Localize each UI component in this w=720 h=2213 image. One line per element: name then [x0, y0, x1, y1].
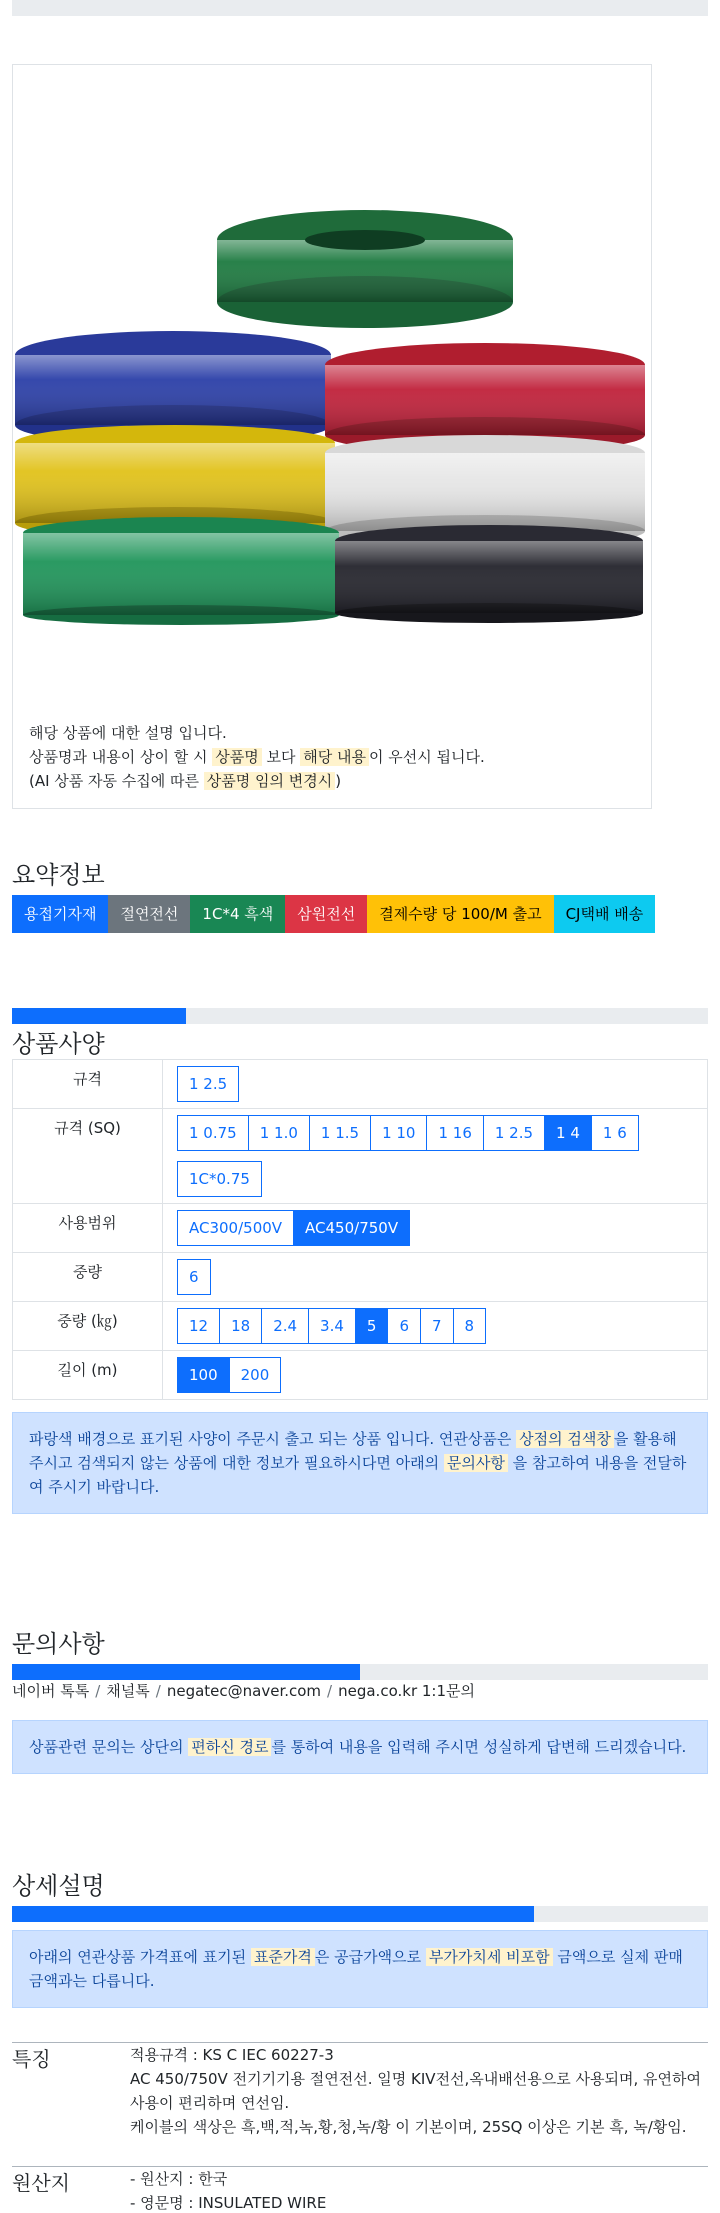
spec-row-label: 길이 (m)	[13, 1351, 163, 1400]
origin-list	[130, 2167, 708, 2213]
spec-option-button[interactable]: 1 0.75	[177, 1115, 249, 1151]
spec-option-button[interactable]: 1C*0.75	[177, 1161, 262, 1197]
detail-progress-fill	[12, 1906, 534, 1922]
desc-text: 상품명과 내용이 상이 할 시	[29, 748, 213, 766]
spec-row-options	[163, 1253, 708, 1302]
inquiry-progress-fill	[12, 1664, 360, 1680]
features-row	[12, 2042, 708, 2166]
spec-row-label: 규격	[13, 1060, 163, 1109]
highlight-inquiry: 문의사항	[444, 1454, 508, 1472]
spec-option-button[interactable]: 2.4	[261, 1308, 309, 1344]
spec-option-button[interactable]: 12	[177, 1308, 220, 1344]
spec-progress-fill	[12, 1008, 186, 1024]
summary-badge: 절연전선	[108, 895, 190, 933]
spec-row-label: 중량 (㎏)	[13, 1302, 163, 1351]
spec-option-button[interactable]: 1 1.0	[248, 1115, 310, 1151]
coil-black	[335, 525, 643, 623]
notice-text: 은 공급가액으로	[314, 1948, 426, 1966]
origin-item: - 영문명 : INSULATED WIRE	[130, 2194, 327, 2212]
contact-link[interactable]: 채널톡	[106, 1682, 150, 1700]
spec-row-label: 규격 (SQ)	[13, 1109, 163, 1204]
desc-text: 이 우선시 됩니다.	[368, 748, 485, 766]
contact-separator: /	[95, 1682, 101, 1700]
spec-row	[13, 1060, 708, 1109]
spec-option-button[interactable]: 1 16	[426, 1115, 483, 1151]
spec-option-button[interactable]: 1 4	[544, 1115, 592, 1151]
inquiry-title: 문의사항	[12, 1630, 105, 1658]
detail-progress-bar	[12, 1906, 708, 1922]
contact-link[interactable]: nega.co.kr 1:1문의	[338, 1682, 475, 1700]
contact-separator: /	[327, 1682, 333, 1700]
spec-option-button[interactable]: 5	[355, 1308, 389, 1344]
highlight-standard-price: 표준가격	[251, 1948, 315, 1966]
spec-row	[13, 1302, 708, 1351]
contact-link[interactable]: negatec@naver.com	[166, 1682, 322, 1700]
spec-option-button[interactable]: 1 10	[370, 1115, 427, 1151]
features-list	[130, 2043, 708, 2139]
summary-badge: 1C*4 흑색	[190, 895, 285, 933]
spec-row-options	[163, 1109, 708, 1204]
spec-option-button[interactable]: AC300/500V	[177, 1210, 294, 1246]
spec-option-button[interactable]: 18	[219, 1308, 262, 1344]
highlight-product-name: 상품명	[212, 748, 261, 766]
feature-item: 적용규격 : KS C IEC 60227-3	[130, 2046, 334, 2064]
summary-title: 요약정보	[12, 861, 105, 889]
spec-option-button[interactable]: 1 2.5	[177, 1066, 239, 1102]
origin-label: 원산지	[12, 2171, 70, 2195]
spec-row-label: 사용범위	[13, 1204, 163, 1253]
spec-row-options	[163, 1060, 708, 1109]
notice-text: 을 참고하여 내용을 전달하여 주시기 바랍니다.	[29, 1454, 687, 1496]
spec-option-button[interactable]: 200	[229, 1357, 282, 1393]
top-progress-bar	[12, 0, 708, 16]
spec-option-button[interactable]: 7	[420, 1308, 454, 1344]
spec-row-label: 중량	[13, 1253, 163, 1302]
spec-option-button[interactable]: 6	[387, 1308, 421, 1344]
spec-option-button[interactable]: 1 6	[591, 1115, 639, 1151]
spec-progress-bar	[12, 1008, 708, 1024]
desc-line-2	[29, 745, 485, 769]
spec-option-button[interactable]: 6	[177, 1259, 211, 1295]
spec-row-options	[163, 1204, 708, 1253]
features-label: 특징	[12, 2047, 51, 2071]
summary-badge: 삼원전선	[285, 895, 367, 933]
product-description	[29, 721, 485, 793]
detail-notice	[12, 1930, 708, 2008]
spec-table	[12, 1059, 708, 1400]
spec-row	[13, 1204, 708, 1253]
coil-green-top	[217, 210, 513, 328]
spec-option-button[interactable]: 100	[177, 1357, 230, 1393]
desc-text: 보다	[261, 748, 301, 766]
desc-line-1: 해당 상품에 대한 설명 입니다.	[29, 724, 227, 742]
feature-item: AC 450/750V 전기기기용 절연전선. 일명 KIV전선,옥내배선용으로 사용되며, 유연하여 사용이 편리하며 연선임.	[130, 2070, 701, 2112]
product-image-card	[12, 64, 652, 809]
detail-title: 상세설명	[12, 1872, 105, 1900]
notice-text: 파랑색 배경으로 표기된 사양이 주문시 출고 되는 상품 입니다. 연관상품은	[29, 1430, 517, 1448]
spec-notice	[12, 1412, 708, 1514]
spec-title: 상품사양	[12, 1030, 105, 1058]
spec-option-button[interactable]: 3.4	[308, 1308, 356, 1344]
product-photo-wire-coils[interactable]	[13, 65, 653, 625]
notice-text: 를 통하여 내용을 입력해 주시면 성실하게 답변해 드리겠습니다.	[271, 1738, 687, 1756]
highlight-vat: 부가가치세 비포함	[426, 1948, 553, 1966]
coil-green-bottom	[23, 517, 339, 625]
highlight-content: 해당 내용	[300, 748, 369, 766]
highlight-route: 편하신 경로	[188, 1738, 271, 1756]
summary-badge: CJ택배 배송	[554, 895, 656, 933]
feature-item: 케이블의 색상은 흑,백,적,녹,황,청,녹/황 이 기본이며, 25SQ 이상은 기본 흑, 녹/황임.	[130, 2118, 687, 2136]
spec-row	[13, 1109, 708, 1204]
contact-separator: /	[155, 1682, 161, 1700]
summary-badge: 용접기자재	[12, 895, 108, 933]
desc-text: )	[335, 772, 342, 790]
notice-text: 을 활용해 주시고 검색되지 않는 상품에 대한 정보가 필요하시다면 아래의	[29, 1430, 677, 1472]
contact-link[interactable]: 네이버 톡톡	[12, 1682, 90, 1700]
summary-badge: 결제수량 당 100/M 출고	[367, 895, 553, 933]
highlight-search: 상점의 검색창	[516, 1430, 614, 1448]
spec-option-button[interactable]: 1 2.5	[483, 1115, 545, 1151]
inquiry-progress-bar	[12, 1664, 708, 1680]
notice-text: 금액으로 실제 판매금액과는 다릅니다.	[29, 1948, 683, 1990]
desc-text: (AI 상품 자동 수집에 따른	[29, 772, 204, 790]
inquiry-notice	[12, 1720, 708, 1774]
spec-option-button[interactable]: 1 1.5	[309, 1115, 371, 1151]
contact-links	[12, 1680, 475, 1701]
notice-text: 상품관련 문의는 상단의	[29, 1738, 189, 1756]
summary-badges	[12, 895, 655, 933]
spec-option-button[interactable]: AC450/750V	[293, 1210, 410, 1246]
origin-item: - 원산지 : 한국	[130, 2170, 228, 2188]
spec-row	[13, 1253, 708, 1302]
notice-text: 아래의 연관상품 가격표에 표기된	[29, 1948, 251, 1966]
spec-option-button[interactable]: 8	[453, 1308, 487, 1344]
highlight-rename: 상품명 임의 변경시	[204, 772, 335, 790]
spec-row-options	[163, 1351, 708, 1400]
desc-line-3	[29, 769, 485, 793]
spec-row-options	[163, 1302, 708, 1351]
origin-row	[12, 2166, 708, 2213]
spec-row	[13, 1351, 708, 1400]
